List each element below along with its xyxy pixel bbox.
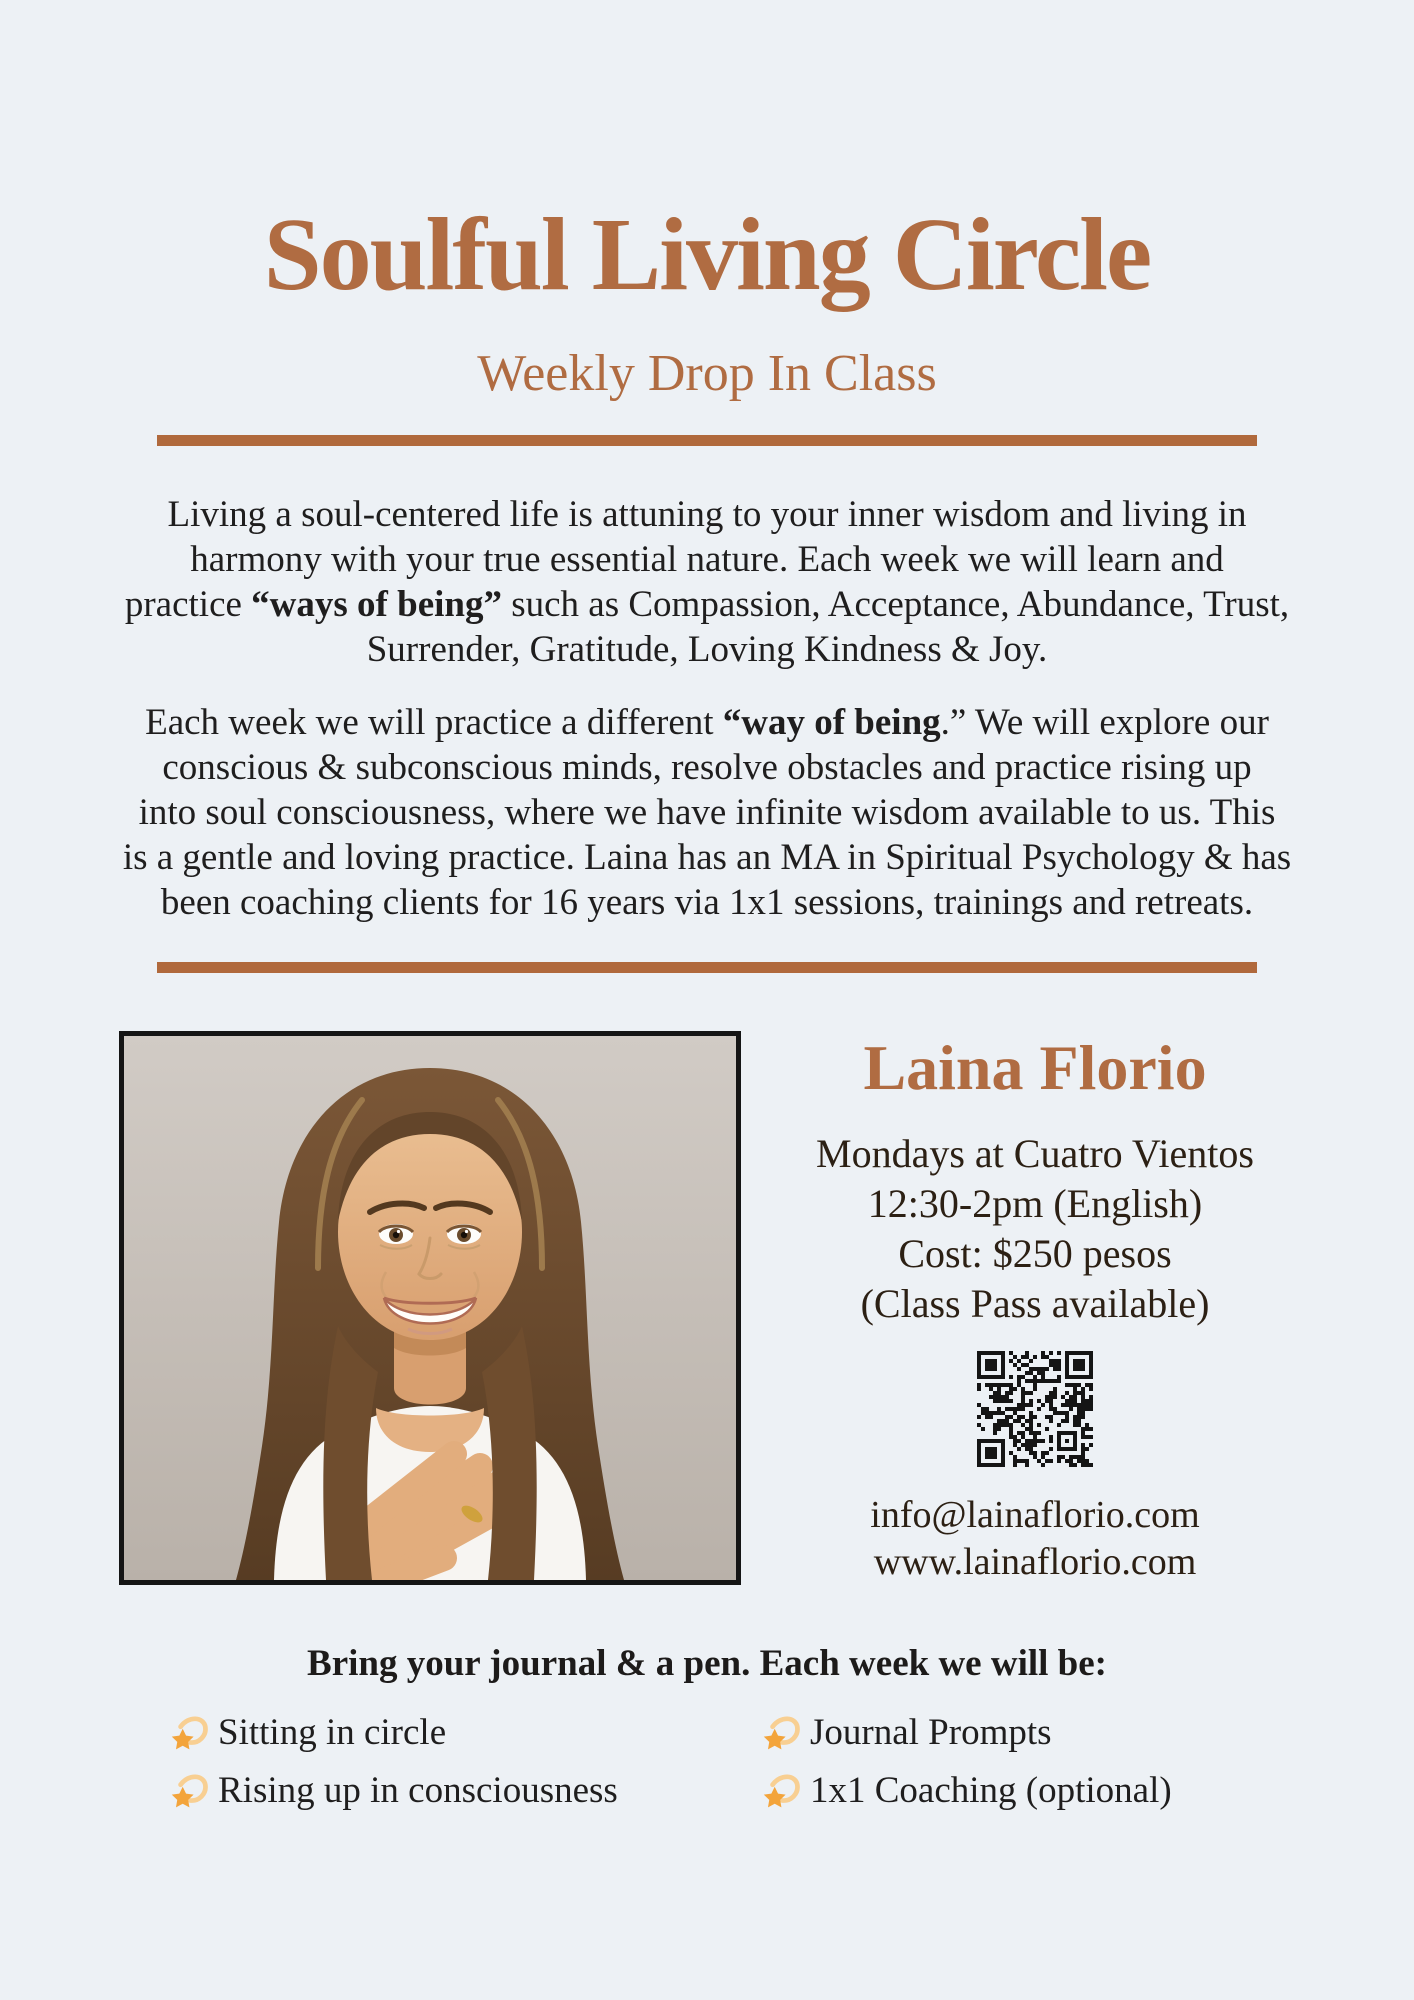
divider-top [157, 435, 1257, 446]
class-pass-note: (Class Pass available) [860, 1281, 1210, 1327]
instructor-photo [119, 1031, 741, 1585]
list-item-label: Sitting in circle [218, 1712, 447, 1753]
qr-code [973, 1347, 1097, 1476]
list-item [760, 1768, 1172, 1814]
portrait-illustration [124, 1036, 736, 1580]
list-item-label: 1x1 Coaching (optional) [810, 1770, 1172, 1811]
divider-middle [157, 962, 1257, 973]
page-title: Soulful Living Circle [263, 197, 1151, 312]
instructor-name: Laina Florio [863, 1032, 1207, 1103]
star-swoosh-icon [168, 1770, 210, 1812]
contact-website: www.lainaflorio.com [873, 1541, 1197, 1584]
intro-paragraph-2: Each week we will practice a different “way of being.” We will explore our conscious & subconscious minds, resolve obstacles and practice rising up into soul consciousness, where we have infinite wisdom available to us. This is a gentle and loving practice. Laina has an MA in Spiritual Psychology & has been coaching clients for 16 years via 1x1 sessions, trainings and retreats. [122, 702, 1292, 923]
list-item-label: Rising up in consciousness [218, 1770, 618, 1811]
footer-heading: Bring your journal & a pen. Each week we will be: [307, 1643, 1107, 1684]
list-item [168, 1768, 760, 1814]
class-time: 12:30-2pm (English) [867, 1181, 1203, 1227]
list-item-label: Journal Prompts [810, 1712, 1052, 1753]
instructor-info [800, 1031, 1270, 1585]
star-swoosh-icon [760, 1712, 802, 1754]
class-schedule: Mondays at Cuatro Vientos [816, 1131, 1254, 1177]
page-subtitle: Weekly Drop In Class [477, 345, 937, 402]
class-details [816, 1129, 1254, 1329]
list-item [760, 1710, 1172, 1756]
contact-email: info@lainaflorio.com [870, 1494, 1200, 1537]
star-swoosh-icon [760, 1770, 802, 1812]
list-item [168, 1710, 760, 1756]
class-cost: Cost: $250 pesos [898, 1231, 1172, 1277]
activity-list [168, 1710, 1172, 1814]
intro-paragraph-1: Living a soul-centered life is attuning to your inner wisdom and living in harmony with your true essential nature. Each week we will learn and practice “ways of being” such as Compassion, Acceptance, Abundance, Trust, Surrender, Gratitude, Loving Kindness & Joy. [124, 494, 1290, 670]
star-swoosh-icon [168, 1712, 210, 1754]
contact-block [870, 1492, 1199, 1586]
